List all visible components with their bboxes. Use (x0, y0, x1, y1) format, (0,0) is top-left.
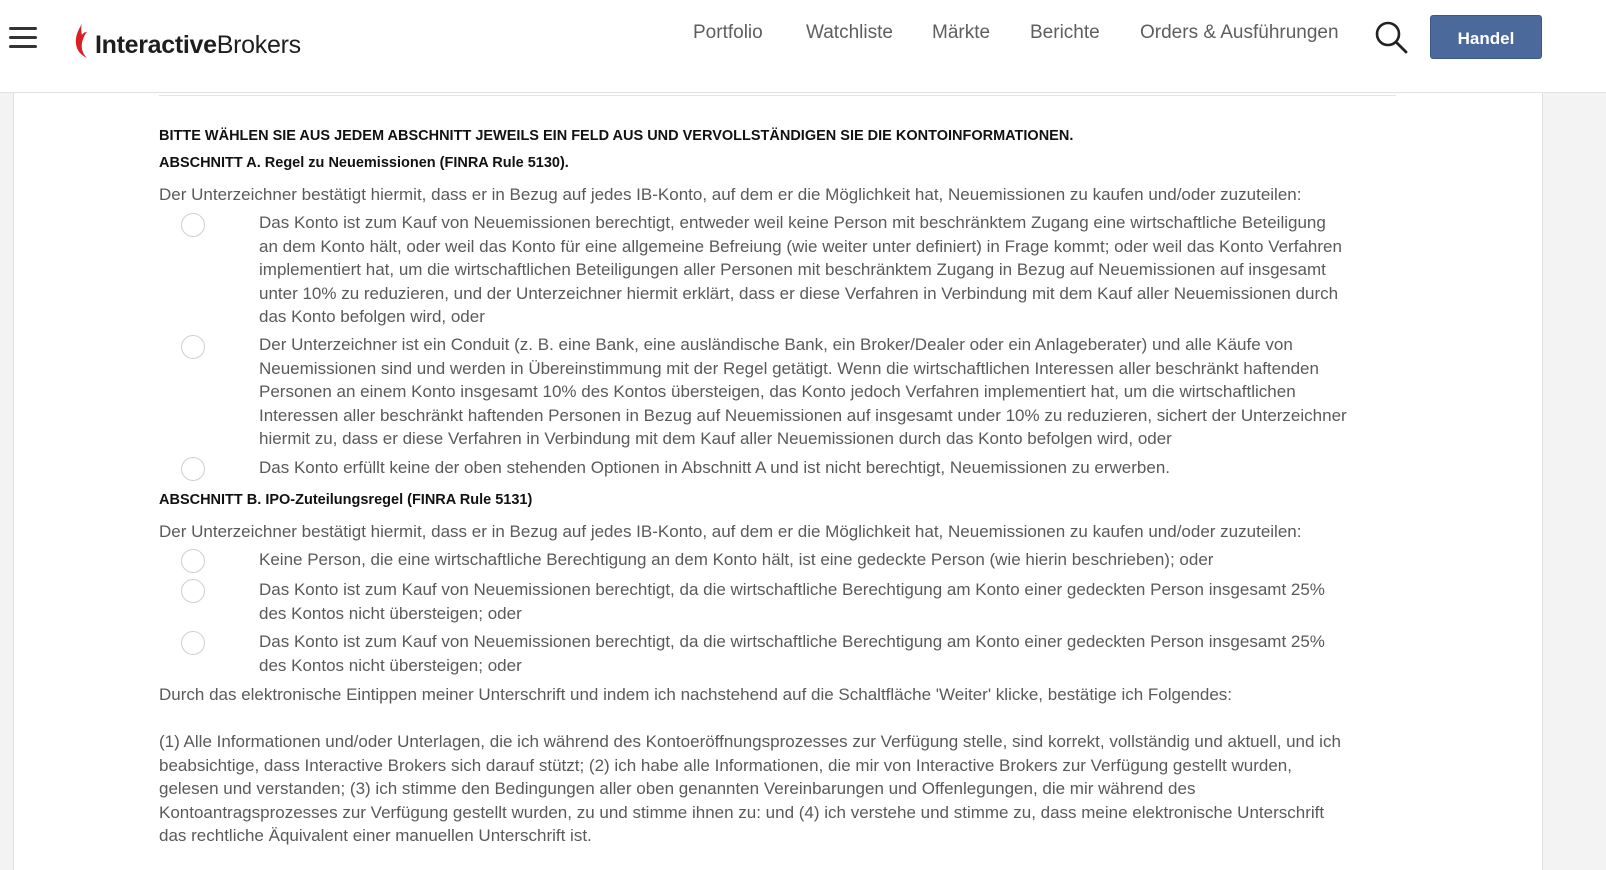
section-b-intro: Der Unterzeichner bestätigt hiermit, dass er in Bezug auf jedes IB-Konto, auf dem er die Möglichkeit hat, Neuemissionen zu kaufen und/oder zuzuteilen: (159, 522, 1302, 541)
acknowledgement-line: beabsichtige, dass Interactive Brokers sich darauf stützt; (2) ich habe alle Informationen, die mir von Interactive Brokers zur Verfügung gestellt wurden, (159, 755, 1292, 775)
section-b-option-2-text (259, 578, 1409, 625)
option-line: Das Konto ist zum Kauf von Neuemissionen berechtigt, entweder weil keine Person mit beschränktem Zugang eine wirtschaftliche Beteiligung (259, 213, 1326, 232)
top-header (0, 0, 1606, 93)
option-line: unter 10% zu reduzieren, und der Unterzeichner hiermit erklärt, dass er diese Verfahren in Verbindung mit dem Kauf aller Neuemissionen durch (259, 283, 1339, 303)
option-line: Personen an einem Konto insgesamt 10% des Kontos übersteigen, das Konto jedoch Verfahren implementiert hat, um die wirtschaftlichen (259, 382, 1296, 401)
acknowledgement-line: Kontoantragsprozesses zur Verfügung gestellt wurden, zu und stimme ihnen zu: und (4) ich verstehe und stimme zu, dass meine elektronische Unterschrift (159, 802, 1325, 822)
hamburger-menu-icon[interactable] (9, 27, 37, 49)
option-line: Das Konto ist zum Kauf von Neuemissionen berechtigt, da die wirtschaftliche Berechtigung am Konto einer gedeckten Person insgesamt 25% (259, 632, 1325, 651)
instructions-heading: BITTE WÄHLEN SIE AUS JEDEM ABSCHNITT JEWEILS EIN FELD AUS UND VERVOLLSTÄNDIGEN SIE DIE KONTOINFORMATIONEN. (159, 128, 1074, 144)
option-line: implementiert hat, um die wirtschaftlichen Beteiligungen aller Personen mit beschränktem Zugang in Bezug auf Neuemissionen auf insgesamt (259, 260, 1326, 279)
nav-orders-executions[interactable]: Orders & Ausführungen (1140, 22, 1339, 43)
section-b-option-3-text (259, 630, 1409, 677)
option-line: des Kontos nicht übersteigen; oder (259, 603, 522, 623)
interactive-brokers-logo[interactable] (73, 16, 301, 60)
nav-portfolio[interactable]: Portfolio (693, 22, 763, 43)
acknowledgement-text (159, 730, 1341, 848)
option-line: Keine Person, die eine wirtschaftliche Berechtigung an dem Konto hält, ist eine gedeckte Person (wie hierin beschrieben); oder (259, 550, 1214, 569)
logo-flame-icon (73, 24, 91, 60)
section-a-title: ABSCHNITT A. Regel zu Neuemissionen (FINRA Rule 5130). (159, 155, 569, 171)
acknowledgement-line: (1) Alle Informationen und/oder Unterlagen, die ich während des Kontoeröffnungsprozesses zur Verfügung stelle, sind korrekt, vollständig und aktuell, und ich (159, 732, 1341, 751)
form-panel (13, 93, 1543, 870)
section-a-option-1-text (259, 211, 1409, 329)
radio-section-a-option-1[interactable] (181, 213, 205, 237)
radio-section-a-option-3[interactable] (181, 457, 205, 481)
option-line: Der Unterzeichner ist ein Conduit (z. B. eine Bank, eine ausländische Bank, ein Broker/Dealer oder ein Anlageberater) und alle Käufe von (259, 335, 1293, 354)
option-line: Neuemissionen sind und werden in Übereinstimmung mit der Regel getätigt. Wenn die wirtschaftlichen Interessen aller beschränkt haftenden (259, 358, 1319, 378)
logo-text: InteractiveBrokers (95, 31, 301, 59)
search-icon[interactable] (1374, 20, 1408, 54)
option-line: des Kontos nicht übersteigen; oder (259, 655, 522, 675)
nav-reports[interactable]: Berichte (1030, 22, 1100, 43)
trade-button[interactable]: Handel (1430, 15, 1542, 59)
option-line: Das Konto ist zum Kauf von Neuemissionen berechtigt, da die wirtschaftliche Berechtigung am Konto einer gedeckten Person insgesamt 25% (259, 580, 1325, 599)
option-line: an dem Konto hält, oder weil das Konto für eine allgemeine Befreiung (wie weiter unter definiert) in Frage kommt; oder weil das Konto Verfahren (259, 236, 1342, 256)
nav-watchlist[interactable]: Watchliste (806, 22, 893, 43)
signature-intro: Durch das elektronische Eintippen meiner Unterschrift und indem ich nachstehend auf die Schaltfläche 'Weiter' klicke, bestätige ich Folgendes: (159, 685, 1233, 704)
radio-section-b-option-2[interactable] (181, 579, 205, 603)
option-line: Das Konto erfüllt keine der oben stehenden Optionen in Abschnitt A und ist nicht berechtigt, Neuemissionen zu erwerben. (259, 458, 1171, 477)
section-b-option-1-text (259, 548, 1409, 572)
option-line: Interessen aller beschränkt haftenden Personen in Bezug auf Neuemissionen auf insgesamt under 10% zu reduzieren, sichert der Unterzeichner (259, 405, 1347, 425)
section-a-intro: Der Unterzeichner bestätigt hiermit, dass er in Bezug auf jedes IB-Konto, auf dem er die Möglichkeit hat, Neuemissionen zu kaufen und/oder zuzuteilen: (159, 185, 1302, 204)
radio-section-a-option-2[interactable] (181, 335, 205, 359)
acknowledgement-line: gelesen und verstanden; (3) ich stimme den Bedingungen aller oben genannten Vereinbarungen und Offenlegungen, die mir während des (159, 779, 1196, 798)
section-a-option-2-text (259, 333, 1409, 451)
nav-markets[interactable]: Märkte (932, 22, 991, 43)
section-b-title: ABSCHNITT B. IPO-Zuteilungsregel (FINRA Rule 5131) (159, 492, 533, 508)
radio-section-b-option-3[interactable] (181, 631, 205, 655)
acknowledgement-line: das rechtliche Äquivalent einer manuellen Unterschrift ist. (159, 826, 592, 845)
option-line: hiermit zu, dass er diese Verfahren in Verbindung mit dem Kauf aller Neuemissionen durch das Konto befolgen wird, oder (259, 429, 1172, 448)
radio-section-b-option-1[interactable] (181, 549, 205, 573)
divider (159, 95, 1396, 96)
section-a-option-3-text (259, 456, 1409, 480)
option-line: das Konto befolgen wird, oder (259, 307, 485, 326)
